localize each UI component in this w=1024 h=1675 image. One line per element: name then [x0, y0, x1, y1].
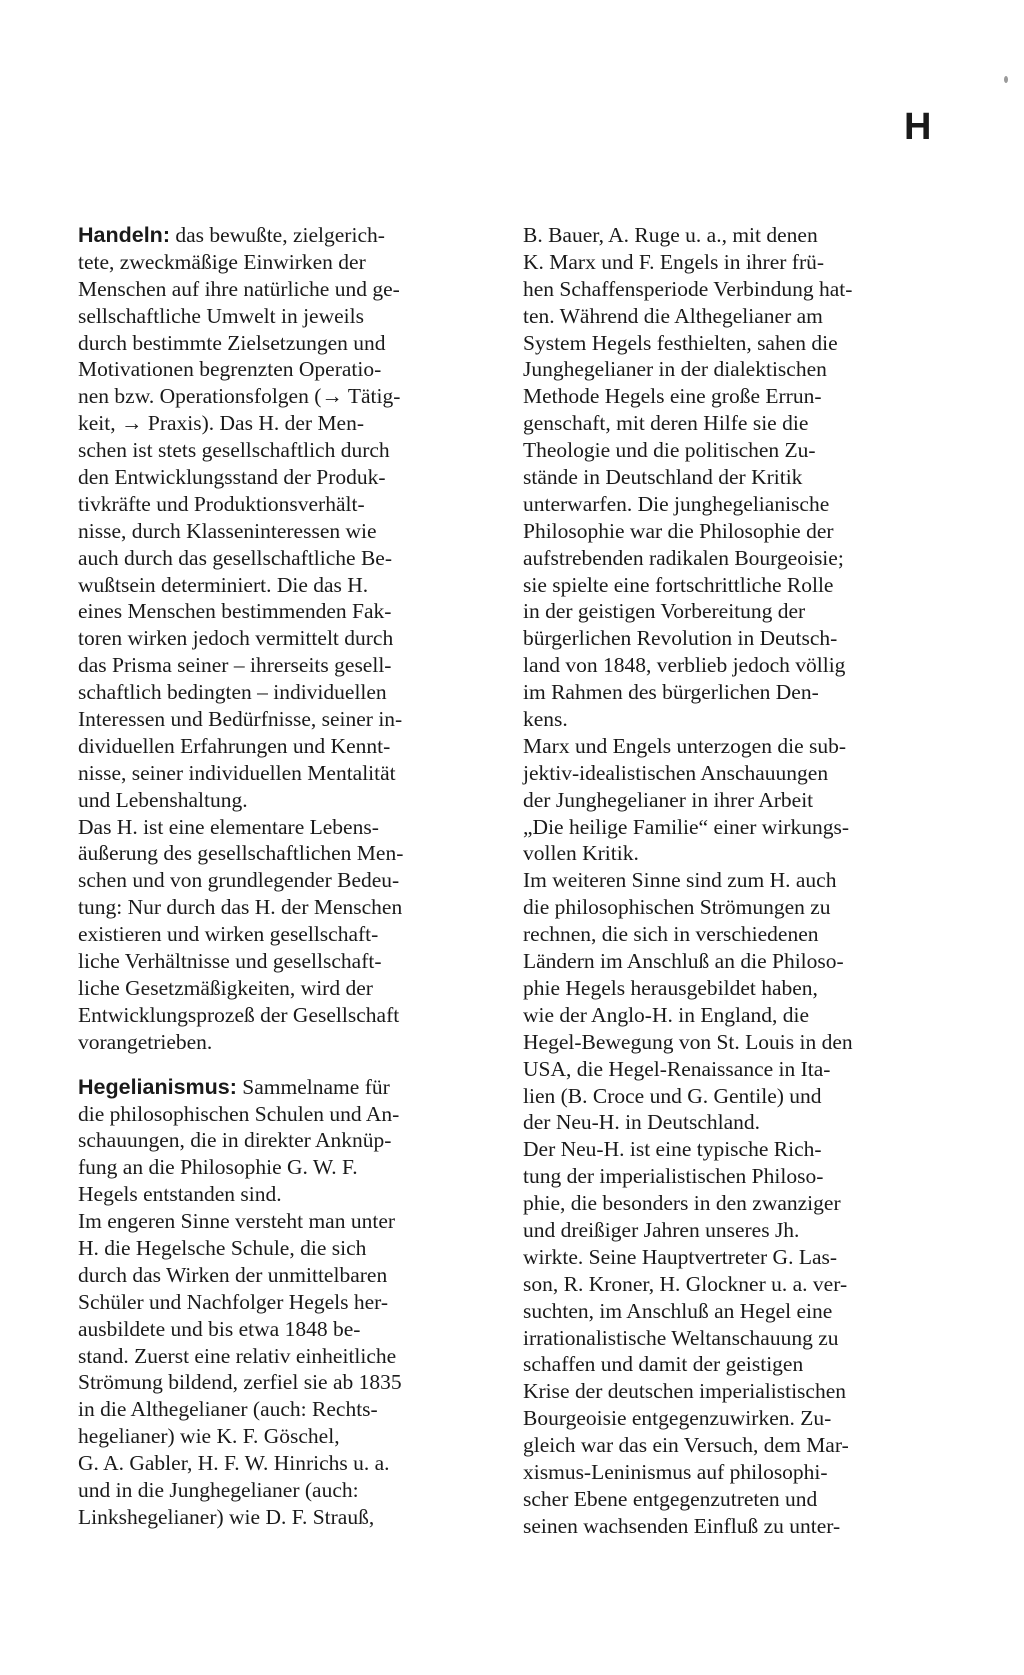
text-line — [523, 1513, 933, 1540]
text-line — [523, 787, 933, 814]
line-text: son, R. Kroner, H. Glockner u. a. ver- — [523, 1271, 848, 1296]
line-text: Motivationen begrenzten Operatio- — [78, 357, 382, 382]
line-text: Hegels entstanden sind. — [78, 1182, 282, 1207]
line-text: das Prisma seiner – ihrerseits gesell- — [78, 653, 392, 678]
text-line — [78, 1396, 493, 1423]
line-text: in die Althegelianer (auch: Rechts- — [78, 1397, 378, 1422]
text-line — [523, 1378, 933, 1405]
text-line — [523, 1459, 933, 1486]
line-text: USA, die Hegel-Renaissance in Ita- — [523, 1056, 831, 1081]
line-text: Menschen auf ihre natürliche und ge- — [78, 276, 400, 301]
line-text: wirkte. Seine Hauptvertreter G. Las- — [523, 1244, 838, 1269]
line-text: B. Bauer, A. Ruge u. a., mit denen — [523, 223, 818, 247]
line-text: Ländern im Anschluß an die Philoso- — [523, 949, 844, 974]
text-line — [523, 652, 933, 679]
text-line — [523, 760, 933, 787]
line-text: tete, zweckmäßige Einwirken der — [78, 249, 366, 274]
text-line — [78, 1423, 493, 1450]
line-text: rechnen, die sich in verschiedenen — [523, 922, 819, 947]
text-line — [78, 706, 493, 733]
text-line — [78, 840, 493, 867]
line-text: Hegel-Bewegung von St. Louis in den — [523, 1029, 853, 1054]
line-text: irrationalistische Weltanschauung zu — [523, 1325, 839, 1350]
line-text: keit, → Praxis). Das H. der Men- — [78, 411, 365, 436]
line-text: Das H. ist eine elementare Lebens- — [78, 814, 379, 839]
text-line — [78, 1074, 493, 1101]
text-line — [78, 679, 493, 706]
text-line — [78, 1127, 493, 1154]
text-line — [523, 572, 933, 599]
line-text: Entwicklungsprozeß der Gesellschaft — [78, 1002, 400, 1027]
line-text: Schüler und Nachfolger Hegels her- — [78, 1289, 389, 1314]
line-text: der Junghegelianer in ihrer Arbeit — [523, 787, 814, 812]
text-line — [78, 383, 493, 410]
line-text: Strömung bildend, zerfiel sie ab 1835 — [78, 1370, 402, 1395]
text-line — [523, 464, 933, 491]
line-text: tivkräfte und Produktionsverhält- — [78, 491, 365, 516]
text-line — [78, 894, 493, 921]
text-line — [78, 572, 493, 599]
line-text: schaftlich bedingten – individuellen — [78, 680, 387, 705]
text-line — [78, 975, 493, 1002]
line-text: xismus-Leninismus auf philosophi- — [523, 1459, 828, 1484]
text-line — [78, 1450, 493, 1477]
line-text: Philosophie war die Philosophie der — [523, 518, 834, 543]
text-line — [78, 330, 493, 357]
line-text: Junghegelianer in der dialektischen — [523, 357, 827, 382]
line-text: Im engeren Sinne versteht man unter — [78, 1209, 396, 1234]
line-text: schauungen, die in direkter Anknüp- — [78, 1128, 392, 1153]
text-line — [523, 1351, 933, 1378]
line-text: „Die heilige Familie“ einer wirkungs- — [523, 814, 849, 839]
line-text: äußerung des gesellschaftlichen Men- — [78, 841, 404, 866]
line-text: jektiv-idealistischen Anschauungen — [523, 760, 829, 785]
line-text: sellschaftliche Umwelt in jeweils — [78, 303, 364, 328]
line-text: Theologie und die politischen Zu- — [523, 438, 816, 463]
text-line — [523, 518, 933, 545]
text-line — [78, 464, 493, 491]
print-speck — [1004, 76, 1008, 83]
line-text: hegelianer) wie K. F. Göschel, — [78, 1424, 340, 1449]
line-text: phie, die besonders in den zwanziger — [523, 1191, 841, 1216]
text-line — [523, 276, 933, 303]
text-line — [78, 625, 493, 652]
text-line — [78, 598, 493, 625]
line-text: stände in Deutschland der Kritik — [523, 465, 803, 490]
text-line — [78, 921, 493, 948]
line-text: phie Hegels herausgebildet haben, — [523, 975, 818, 1000]
line-text: eines Menschen bestimmenden Fak- — [78, 599, 392, 624]
line-text: hen Schaffensperiode Verbindung hat- — [523, 276, 853, 301]
line-text: die philosophischen Schulen und An- — [78, 1101, 400, 1126]
text-line — [523, 410, 933, 437]
line-text: vorangetrieben. — [78, 1029, 213, 1054]
line-text: G. A. Gabler, H. F. W. Hinrichs u. a. — [78, 1451, 390, 1476]
text-line — [523, 1405, 933, 1432]
text-line — [523, 867, 933, 894]
line-text: tung: Nur durch das H. der Menschen — [78, 895, 403, 920]
text-line — [523, 1163, 933, 1190]
text-line — [523, 545, 933, 572]
text-line — [523, 303, 933, 330]
text-line — [78, 867, 493, 894]
line-text: Im weiteren Sinne sind zum H. auch — [523, 868, 837, 893]
text-line — [78, 356, 493, 383]
line-text: bürgerlichen Revolution in Deutsch- — [523, 626, 838, 651]
line-text: Methode Hegels eine große Errun- — [523, 384, 822, 409]
left-column — [78, 222, 493, 1531]
text-line — [78, 1208, 493, 1235]
text-line — [523, 840, 933, 867]
line-text: sie spielte eine fortschrittliche Rolle — [523, 572, 834, 597]
text-line — [78, 1154, 493, 1181]
line-text: nen bzw. Operationsfolgen (→ Tätig- — [78, 384, 401, 409]
line-text: tung der imperialistischen Philoso- — [523, 1164, 824, 1189]
text-line — [78, 249, 493, 276]
text-line — [523, 1056, 933, 1083]
text-line — [523, 1271, 933, 1298]
text-line — [78, 652, 493, 679]
line-text: Sammelname für — [236, 1074, 390, 1099]
text-line — [78, 437, 493, 464]
line-text: in der geistigen Vorbereitung der — [523, 599, 806, 624]
text-line — [523, 1244, 933, 1271]
text-line — [523, 1002, 933, 1029]
line-text: Der Neu-H. ist eine typische Rich- — [523, 1137, 822, 1162]
text-line — [523, 222, 933, 249]
text-line — [78, 545, 493, 572]
line-text: liche Gesetzmäßigkeiten, wird der — [78, 975, 373, 1000]
line-text: existieren und wirken gesellschaft- — [78, 922, 379, 947]
text-line — [78, 733, 493, 760]
text-line — [523, 814, 933, 841]
text-line — [523, 733, 933, 760]
text-line — [523, 1029, 933, 1056]
line-text: genschaft, mit deren Hilfe sie die — [523, 411, 809, 436]
line-text: nisse, durch Klasseninteressen wie — [78, 518, 377, 543]
line-text: unterwarfen. Die junghegelianische — [523, 491, 830, 516]
line-text: und in die Junghegelianer (auch: — [78, 1477, 359, 1502]
line-text: lien (B. Croce und G. Gentile) und — [523, 1083, 822, 1108]
text-line — [523, 1486, 933, 1513]
text-line — [523, 706, 933, 733]
text-line — [523, 249, 933, 276]
text-line — [78, 1477, 493, 1504]
line-text: K. Marx und F. Engels in ihrer frü- — [523, 249, 825, 274]
line-text: im Rahmen des bürgerlichen Den- — [523, 680, 819, 705]
line-text: wie der Anglo-H. in England, die — [523, 1002, 810, 1027]
entry-gap — [78, 1056, 493, 1074]
line-text: und Lebenshaltung. — [78, 787, 248, 812]
text-line — [78, 814, 493, 841]
text-line — [523, 598, 933, 625]
entry-term: Handeln: — [78, 223, 170, 247]
text-line — [523, 383, 933, 410]
line-text: dividuellen Erfahrungen und Kennt- — [78, 733, 391, 758]
line-text: die philosophischen Strömungen zu — [523, 895, 831, 920]
text-line — [78, 410, 493, 437]
text-line — [523, 437, 933, 464]
line-text: schaffen und damit der geistigen — [523, 1352, 804, 1377]
line-text: land von 1848, verblieb jedoch völlig — [523, 653, 846, 678]
text-line — [523, 491, 933, 518]
line-text: Linkshegelianer) wie D. F. Strauß, — [78, 1504, 375, 1529]
line-text: der Neu-H. in Deutschland. — [523, 1110, 761, 1135]
text-line — [78, 222, 493, 249]
text-line — [78, 1029, 493, 1056]
text-line — [78, 1504, 493, 1531]
text-line — [78, 787, 493, 814]
line-text: ausbildete und bis etwa 1848 be- — [78, 1316, 361, 1341]
text-line — [523, 356, 933, 383]
text-line — [523, 1298, 933, 1325]
line-text: kens. — [523, 707, 568, 732]
text-line — [523, 1083, 933, 1110]
text-line — [78, 518, 493, 545]
text-line — [78, 1369, 493, 1396]
line-text: nisse, seiner individuellen Mentalität — [78, 760, 396, 785]
line-text: seinen wachsenden Einfluß zu unter- — [523, 1513, 841, 1538]
text-line — [523, 679, 933, 706]
text-line — [523, 921, 933, 948]
text-line — [78, 1289, 493, 1316]
text-line — [78, 1235, 493, 1262]
text-line — [78, 491, 493, 518]
text-line — [78, 760, 493, 787]
line-text: schen ist stets gesellschaftlich durch — [78, 438, 390, 463]
text-line — [78, 1262, 493, 1289]
text-line — [523, 1190, 933, 1217]
line-text: schen und von grundlegender Bedeu- — [78, 868, 400, 893]
right-column — [523, 222, 933, 1540]
text-line — [78, 1343, 493, 1370]
line-text: Krise der deutschen imperialistischen — [523, 1379, 846, 1404]
section-letter: H — [904, 106, 932, 148]
text-line — [523, 948, 933, 975]
line-text: liche Verhältnisse und gesellschaft- — [78, 949, 382, 974]
entry-term: Hegelianismus: — [78, 1074, 237, 1099]
line-text: scher Ebene entgegenzutreten und — [523, 1486, 818, 1511]
text-line — [523, 1325, 933, 1352]
text-line — [78, 1101, 493, 1128]
line-text: auch durch das gesellschaftliche Be- — [78, 545, 393, 570]
line-text: suchten, im Anschluß an Hegel eine — [523, 1298, 833, 1323]
text-line — [523, 625, 933, 652]
text-line — [523, 975, 933, 1002]
line-text: vollen Kritik. — [523, 841, 639, 866]
line-text: durch bestimmte Zielsetzungen und — [78, 330, 386, 355]
text-line — [78, 303, 493, 330]
text-line — [523, 1432, 933, 1459]
line-text: und dreißiger Jahren unseres Jh. — [523, 1217, 800, 1242]
text-line — [523, 894, 933, 921]
line-text: ten. Während die Althegelianer am — [523, 303, 823, 328]
line-text: wußtsein determiniert. Die das H. — [78, 572, 369, 597]
line-text: toren wirken jedoch vermittelt durch — [78, 626, 394, 651]
text-line — [523, 1217, 933, 1244]
line-text: gleich war das ein Versuch, dem Mar- — [523, 1433, 849, 1458]
text-line — [78, 1316, 493, 1343]
line-text: System Hegels festhielten, sahen die — [523, 330, 838, 355]
text-line — [523, 330, 933, 357]
line-text: aufstrebenden radikalen Bourgeoisie; — [523, 545, 844, 570]
line-text: Bourgeoisie entgegenzuwirken. Zu- — [523, 1406, 832, 1431]
line-text: stand. Zuerst eine relativ einheitliche — [78, 1343, 397, 1368]
line-text: das bewußte, zielgerich- — [169, 223, 385, 247]
line-text: Marx und Engels unterzogen die sub- — [523, 733, 847, 758]
text-line — [78, 948, 493, 975]
text-line — [523, 1136, 933, 1163]
line-text: durch das Wirken der unmittelbaren — [78, 1262, 388, 1287]
text-line — [78, 1181, 493, 1208]
text-line — [78, 276, 493, 303]
line-text: H. die Hegelsche Schule, die sich — [78, 1235, 367, 1260]
line-text: Interessen und Bedürfnisse, seiner in- — [78, 707, 403, 732]
line-text: fung an die Philosophie G. W. F. — [78, 1155, 358, 1180]
text-line — [78, 1002, 493, 1029]
text-line — [523, 1109, 933, 1136]
line-text: den Entwicklungsstand der Produk- — [78, 465, 386, 490]
